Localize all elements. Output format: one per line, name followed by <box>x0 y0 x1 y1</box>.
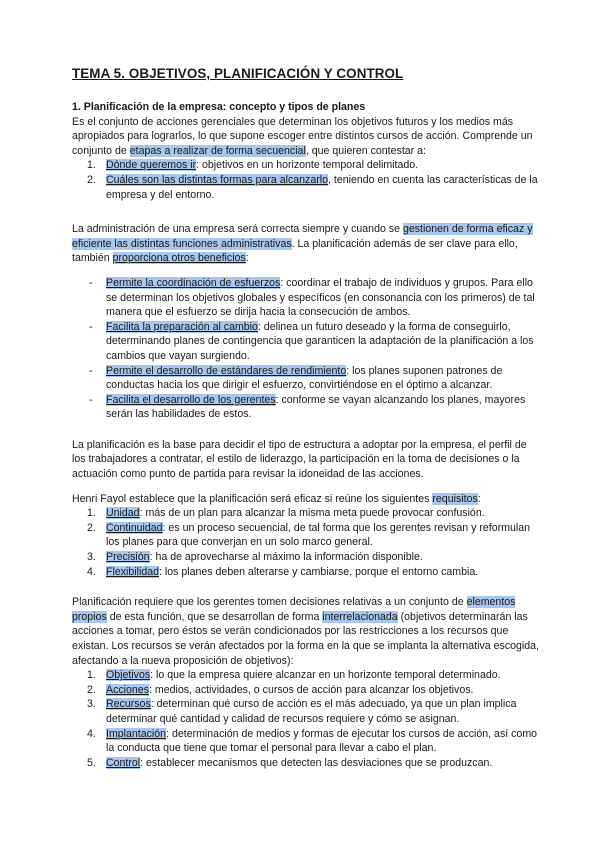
highlight: etapas a realizar de forma secuencial <box>129 144 306 157</box>
list-item: 4. Flexibilidad: los planes deben alterarse y cambiarse, porque el entorno cambia. <box>87 565 479 578</box>
list-item: - Permite la coordinación de esfuerzos: coordinar el trabajo de individuos y grupos. Para ello se determinan los objetivos globales y específicos (en consonancia con los primeros) de tal manera que el esfuerzo se dirija hacia la consecución de ambos. <box>89 276 535 319</box>
highlight: gestionen de forma eficaz y eficiente las distintas funciones administrativas <box>72 223 533 250</box>
highlight: Flexibilidad <box>106 565 159 578</box>
highlight: Permite el desarrollo de estándares de rendimiento <box>106 364 347 377</box>
highlight: proporciona otros beneficios <box>112 252 246 265</box>
list-item: 1. Dónde queremos ir: objetivos en un horizonte temporal delimitado. <box>87 159 419 172</box>
list-item: 5. Control: establecer mecanismos que detecten las desviaciones que se produzcan. <box>87 756 493 769</box>
page-title: TEMA 5. OBJETIVOS, PLANIFICACIÓN Y CONTROL <box>72 66 404 81</box>
intro-paragraph: Es el conjunto de acciones gerenciales que determinan los objetivos futuros y los medios más apropiados para lograrlos, lo que supone escoger entre distintos cursos de acción. Comprende un conjunto de etapas a realizar de forma secuencial, que quieren contestar a: <box>72 115 533 157</box>
benefits-list <box>72 276 542 422</box>
elements-list <box>72 668 542 770</box>
highlight: requisitos <box>432 492 478 505</box>
list-item: 2. Acciones: medios, actividades, o cursos de acción para alcanzar los objetivos. <box>87 683 474 696</box>
highlight: Control <box>106 756 141 769</box>
structure-paragraph: La planificación es la base para decidir el tipo de estructura a adoptar por la empresa, el perfil de los trabajadores a contratar, el estilo de liderazgo, la participación en la toma de decisiones o la actuación como punto de partida para revisar la idoneidad de las acciones. <box>72 438 527 481</box>
highlight: Dónde queremos ir <box>106 159 197 172</box>
highlight: Unidad <box>106 507 140 520</box>
section-heading: 1. Planificación de la empresa: concepto y tipos de planes <box>72 101 366 113</box>
highlight: Continuidad <box>106 521 163 534</box>
list-item: 2. Cuáles son las distintas formas para alcanzarlo, teniendo en cuenta las características de la empresa y del entorno. <box>87 173 538 201</box>
highlight: elementos propios <box>72 596 516 623</box>
highlight: Facilita la preparación al cambio <box>106 320 258 333</box>
highlight: Objetivos <box>106 669 151 682</box>
highlight: Precisión <box>106 551 150 564</box>
highlight: Recursos <box>106 698 151 711</box>
list-item: 3. Recursos: determinan qué curso de acción es el más adecuado, ya que un plan implica determinar qué cantidad y calidad de recursos requiere y cómo se asignan. <box>87 698 517 725</box>
requirements-list <box>72 506 542 579</box>
highlight: Permite la coordinación de esfuerzos <box>106 276 281 289</box>
highlight: Implantación <box>106 727 167 740</box>
highlight: Cuáles son las distintas formas para alcanzarlo <box>106 173 328 186</box>
list-item: 4. Implantación: determinación de medios y formas de ejecutar los cursos de acción, así como la conducta que tiene que tomar el personal para llevar a cabo el plan. <box>87 727 538 755</box>
highlight: Acciones <box>106 683 149 696</box>
questions-list <box>72 158 542 202</box>
highlight: Facilita el desarrollo de los gerentes <box>106 393 276 406</box>
list-item: - Facilita el desarrollo de los gerentes: conforme se vayan alcanzando los planes, mayores serán las habilidades de estos. <box>89 393 526 421</box>
list-item: - Permite el desarrollo de estándares de rendimiento: los planes suponen patrones de conductas hacia los que dirigir el esfuerzo, convirtiéndose en el óptimo a alcanzar. <box>89 364 503 392</box>
highlight: interrelacionada <box>322 610 398 623</box>
list-item: - Facilita la preparación al cambio: delinea un futuro deseado y la forma de conseguirlo, determinando planes de contingencia que garanticen la adaptación de la planificación a los cambios que vayan surgiendo. <box>89 320 534 362</box>
list-item: 1. Objetivos: lo que la empresa quiere alcanzar en un horizonte temporal determinado. <box>87 669 501 682</box>
list-item: 1. Unidad: más de un plan para alcanzar la misma meta puede provocar confusión. <box>87 507 485 520</box>
administration-paragraph: La administración de una empresa será correcta siempre y cuando se gestionen de forma eficaz y eficiente las distintas funciones administrativas. La planificación además de ser clave para ello, también proporciona otros beneficios: <box>72 223 533 265</box>
fayol-paragraph: Henri Fayol establece que la planificación será eficaz si reúne los siguientes requisitos: <box>72 492 481 505</box>
list-item: 2. Continuidad: es un proceso secuencial, de tal forma que los gerentes revisan y reformulan los planes para que converjan en un solo marco general. <box>87 521 530 549</box>
list-item: 3. Precisión: ha de aprovecharse al máximo la información disponible. <box>87 551 423 564</box>
elements-paragraph: Planificación requiere que los gerentes tomen decisiones relativas a un conjunto de elementos propios de esta función, que se desarrollan de forma interrelacionada (objetivos determinarán las acciones a tomar, pero éstos se verán condicionados por las restricciones a los recursos que existan. Los recursos se verán afectados por la forma en la que se implanta la alternativa escogida, afectando a la nueva proposición de objetivos): <box>72 596 539 667</box>
